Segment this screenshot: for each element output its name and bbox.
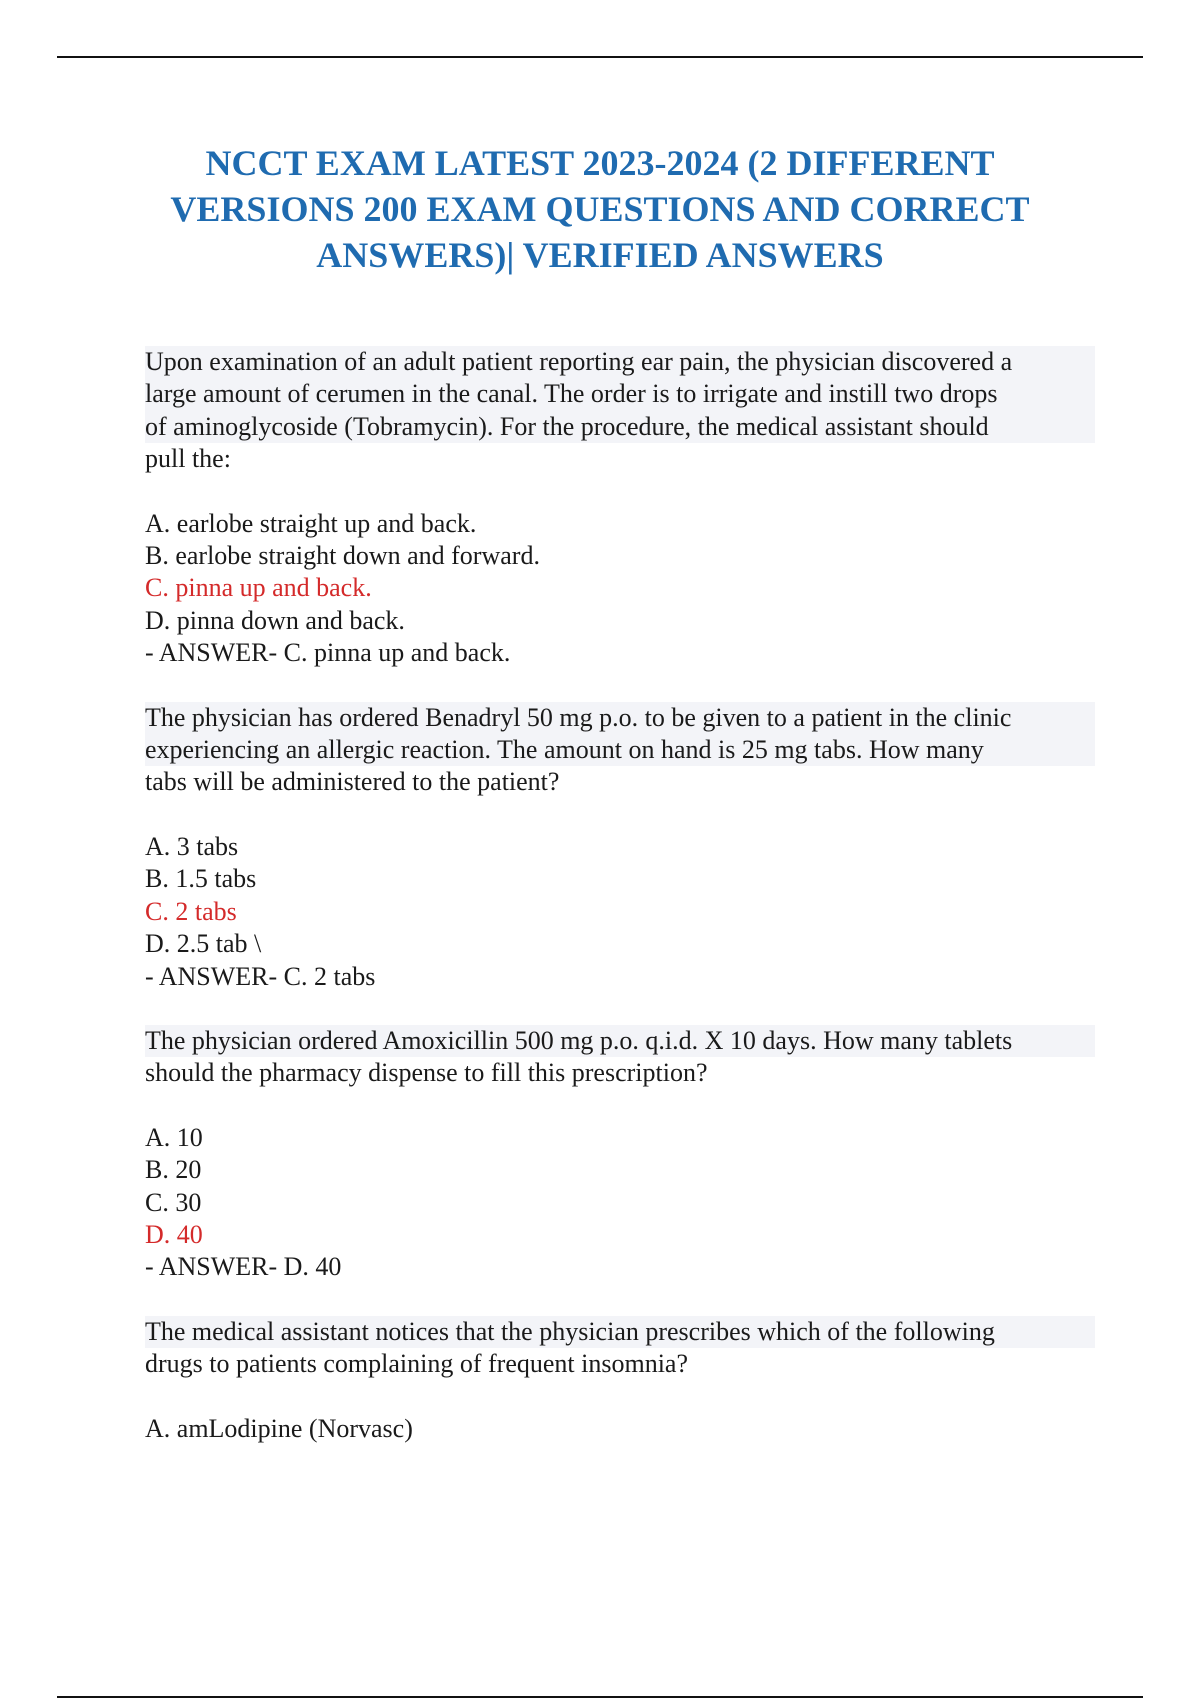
stem-line: drugs to patients complaining of frequent insomnia? <box>145 1349 688 1379</box>
option: B. earlobe straight down and forward. <box>145 541 540 571</box>
question-2-stem <box>145 702 1095 799</box>
question-1-options <box>145 508 1095 670</box>
question-3-stem <box>145 1025 1095 1090</box>
stem-line: pull the: <box>145 444 231 474</box>
stem-line: The physician ordered Amoxicillin 500 mg p.o. q.i.d. X 10 days. How many tablets <box>145 1025 1095 1057</box>
question-4-stem <box>145 1316 1095 1381</box>
document-body <box>145 346 1095 1477</box>
option: A. earlobe straight up and back. <box>145 508 477 538</box>
stem-line: Upon examination of an adult patient reporting ear pain, the physician discovered a <box>145 346 1095 378</box>
stem-line: of aminoglycoside (Tobramycin). For the procedure, the medical assistant should <box>145 411 1095 443</box>
answer-line: - ANSWER- C. pinna up and back. <box>145 638 511 668</box>
top-rule <box>57 56 1143 58</box>
option: D. pinna down and back. <box>145 605 405 635</box>
question-2-options <box>145 831 1095 993</box>
question-3-options <box>145 1122 1095 1284</box>
stem-line: should the pharmacy dispense to fill this prescription? <box>145 1058 708 1088</box>
option: B. 20 <box>145 1155 202 1185</box>
title-line: ANSWERS)| VERIFIED ANSWERS <box>316 235 884 275</box>
answer-line: - ANSWER- D. 40 <box>145 1252 342 1282</box>
stem-line: experiencing an allergic reaction. The amount on hand is 25 mg tabs. How many <box>145 734 1095 766</box>
document-title <box>120 140 1080 278</box>
option-correct: D. 40 <box>145 1219 203 1249</box>
answer-line: - ANSWER- C. 2 tabs <box>145 961 376 991</box>
stem-line: tabs will be administered to the patient? <box>145 767 560 797</box>
question-1-stem <box>145 346 1095 476</box>
option: A. 3 tabs <box>145 831 239 861</box>
title-line: NCCT EXAM LATEST 2023-2024 (2 DIFFERENT <box>205 143 995 183</box>
option: B. 1.5 tabs <box>145 864 257 894</box>
stem-line: large amount of cerumen in the canal. The order is to irrigate and instill two drops <box>145 378 1095 410</box>
bottom-rule <box>57 1696 1143 1698</box>
stem-line: The physician has ordered Benadryl 50 mg p.o. to be given to a patient in the clinic <box>145 702 1095 734</box>
option: D. 2.5 tab \ <box>145 929 262 959</box>
question-4-options <box>145 1413 1095 1445</box>
option: A. 10 <box>145 1122 203 1152</box>
option: C. 30 <box>145 1187 202 1217</box>
option-correct: C. pinna up and back. <box>145 573 372 603</box>
option: A. amLodipine (Norvasc) <box>145 1413 413 1443</box>
title-line: VERSIONS 200 EXAM QUESTIONS AND CORRECT <box>170 189 1030 229</box>
option-correct: C. 2 tabs <box>145 896 237 926</box>
stem-line: The medical assistant notices that the physician prescribes which of the following <box>145 1316 1095 1348</box>
